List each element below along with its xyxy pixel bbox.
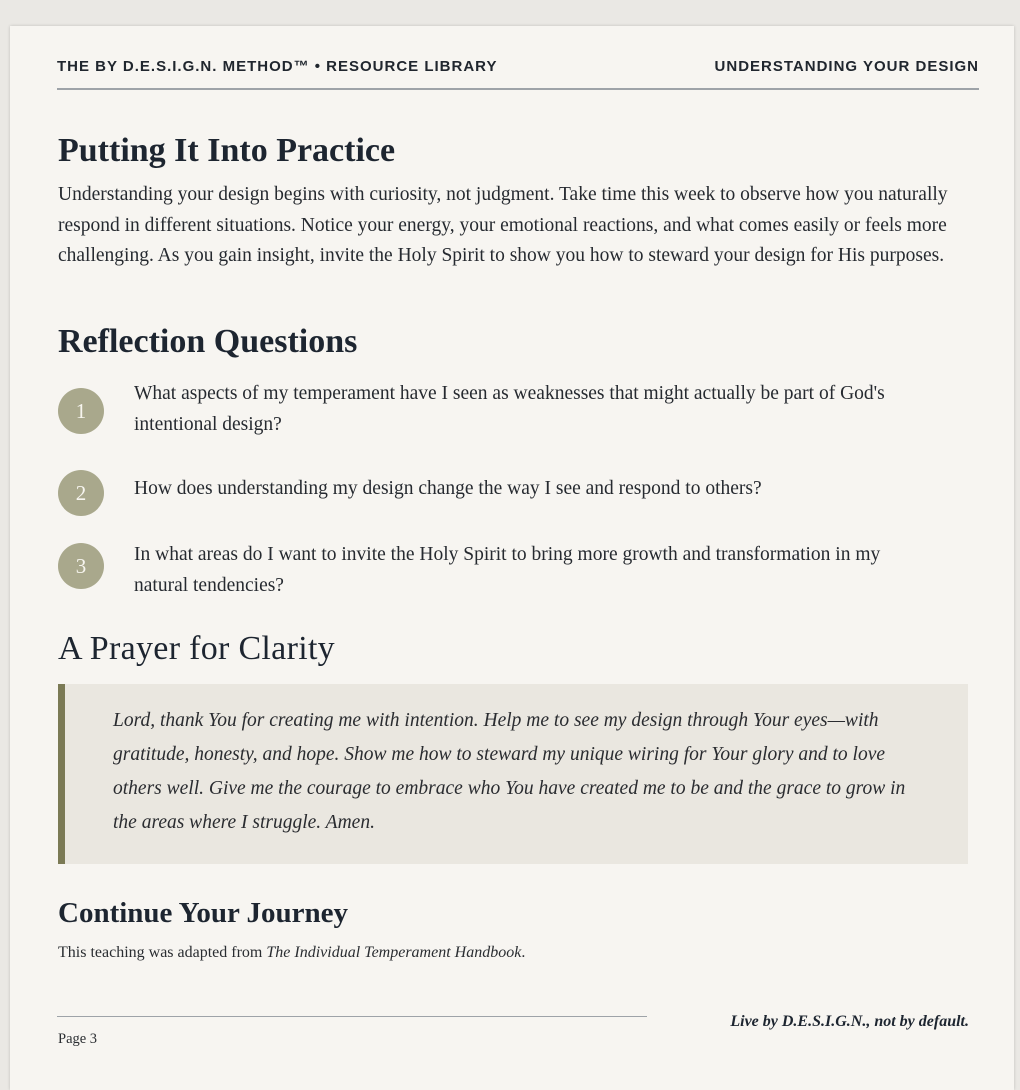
journey-paragraph: [58, 944, 525, 962]
document-page: [10, 26, 1014, 1090]
header-library-title: THE BY D.E.S.I.G.N. METHOD™ • RESOURCE LIBRARY: [57, 58, 498, 75]
question-number-badge: 2: [58, 470, 104, 516]
footer-divider: [57, 1016, 647, 1017]
footer-tagline: Live by D.E.S.I.G.N., not by default.: [730, 1013, 969, 1030]
header-section-title: UNDERSTANDING YOUR DESIGN: [714, 58, 979, 75]
reflection-question-1: [58, 378, 958, 438]
question-number-badge: 1: [58, 388, 104, 434]
question-text: What aspects of my temperament have I seen as weaknesses that might actually be part of God's intentional design?: [134, 383, 885, 435]
prayer-heading: A Prayer for Clarity: [58, 630, 335, 667]
page-header: [57, 58, 979, 90]
reflection-question-2: [58, 473, 958, 533]
journey-text-before: This teaching was adapted from: [58, 944, 267, 961]
question-number-badge: 3: [58, 543, 104, 589]
journey-heading: Continue Your Journey: [58, 897, 349, 929]
question-text: How does understanding my design change the way I see and respond to others?: [134, 478, 762, 499]
reflection-question-3: [58, 539, 958, 599]
question-text: In what areas do I want to invite the Holy Spirit to bring more growth and transformation in my natural tendencies?: [134, 544, 881, 596]
practice-paragraph: Understanding your design begins with curiosity, not judgment. Take time this week to observe how you naturally respond in different situations. Notice your energy, your emotional reactions, and what comes easily or feels more challenging. As you gain insight, invite the Holy Spirit to show you how to steward your design for His purposes.: [58, 184, 948, 266]
page-number: Page 3: [58, 1031, 98, 1047]
prayer-text: Lord, thank You for creating me with intention. Help me to see my design through Your eyes—with gratitude, honesty, and hope. Show me how to steward my unique wiring for Your glory and to love others well. Give me the courage to embrace who You have created me to be and the grace to grow in the areas where I struggle. Amen.: [113, 710, 906, 833]
reflection-heading: Reflection Questions: [58, 323, 358, 360]
book-title: The Individual Temperament Handbook: [266, 944, 522, 961]
prayer-blockquote: [58, 684, 968, 864]
journey-text-after: .: [521, 944, 526, 961]
practice-heading: Putting It Into Practice: [58, 132, 396, 169]
